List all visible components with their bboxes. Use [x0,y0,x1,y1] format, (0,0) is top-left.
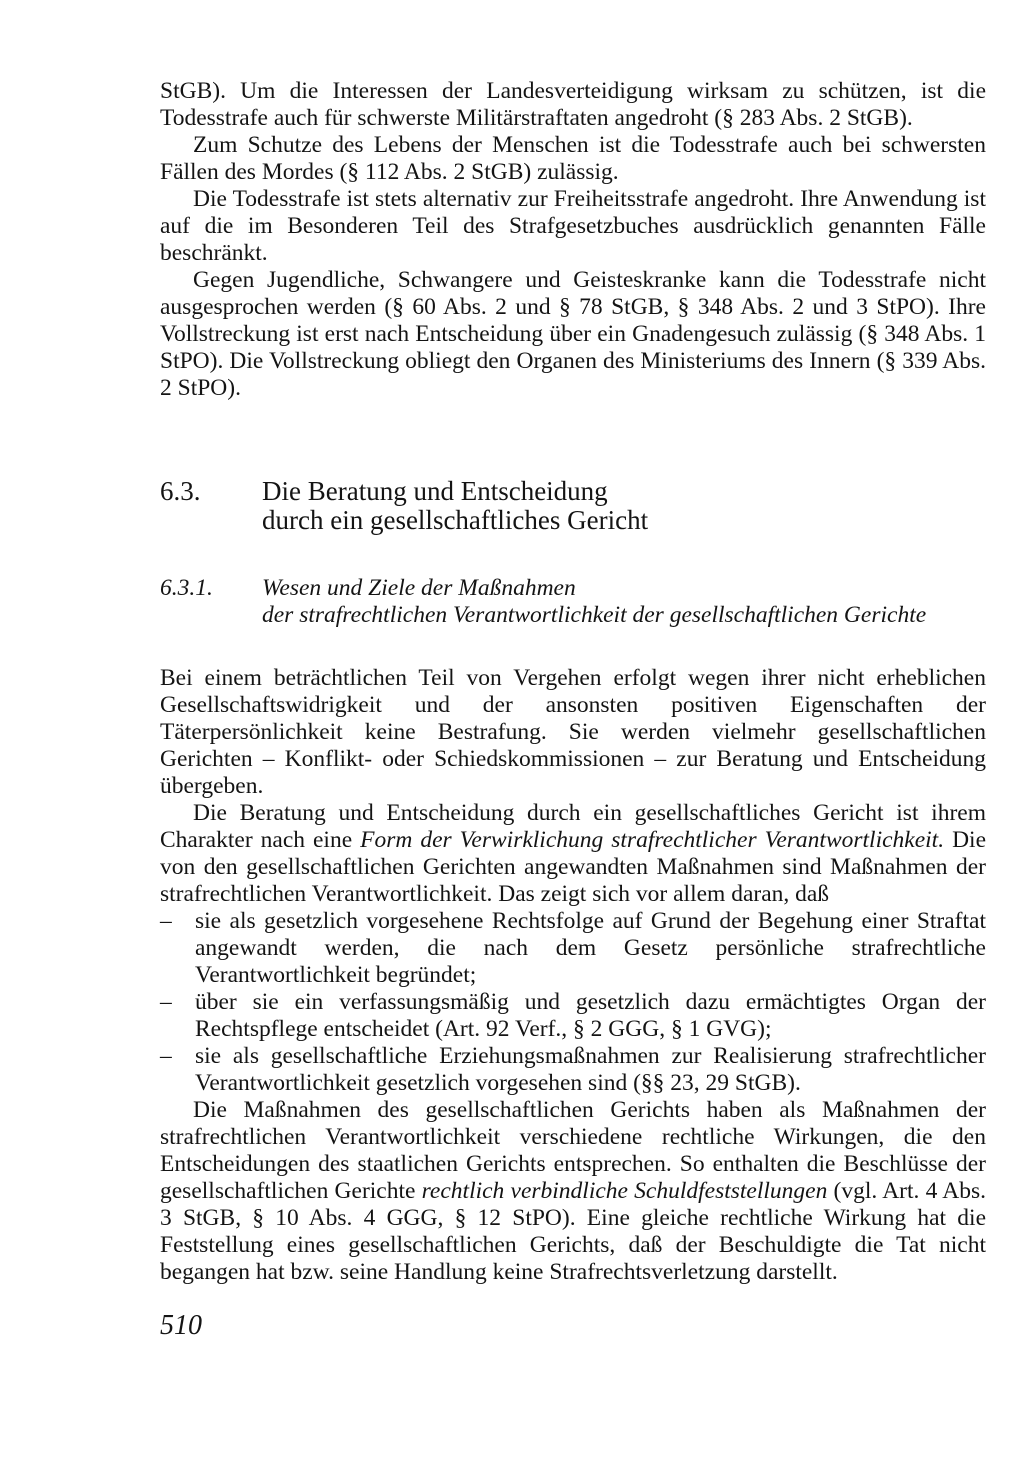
list-item [160,908,986,989]
subsection-heading [160,575,986,635]
paragraph-wirkungen [160,1097,986,1286]
subsection-title-line-1: Wesen und Ziele der Maßnahmen [262,575,576,601]
paragraph-vergehen: Bei einem beträchtlichen Teil von Vergehen erfolgt wegen ihrer nicht erheblichen Gesellschaftswidrigkeit und der ansonsten positiven Eigenschaften der Täterpersönlichkeit keine Bestrafung. Sie werden vielmehr gesellschaftlichen Gerichten – Konflikt- oder Schiedskommissionen – zur Beratung und Entscheidung übergeben. [160,665,986,799]
paragraph-charakter [160,800,986,908]
section-title-line-1: Die Beratung und Entscheidung [262,476,608,506]
paragraph-wirkungen-start: Die Maßnahmen des gesellschaftlichen Gerichts haben als Maßnahmen der strafrechtlichen Verantwortlichkeit verschiedene rechtliche Wirkungen, die den Entscheidungen des staatlichen Gerichts entsprechen. So enthalten die Beschlüsse der gesellschaftlichen Gerichte [160,1097,986,1204]
section-title-line-2: durch ein gesellschaftliches Gericht [262,505,649,535]
list-item-text: sie als gesellschaftliche Erziehungsmaßnahmen zur Realisierung strafrechtlicher Verantwortlichkeit gesetzlich vorgesehen sind (§§ 23, 29 StGB). [195,1043,986,1096]
paragraph-charakter-end: Die von den gesellschaftlichen Gerichten angewandten Maßnahmen sind Maßnahmen der strafrechtlichen Verantwortlichkeit. Das zeigt sich vor allem daran, daß [160,827,987,907]
section-number: 6.3. [160,476,201,506]
dash-mark: – [160,908,172,934]
paragraph-wirkungen-end: (vgl. Art. 4 Abs. 3 StGB, § 10 Abs. 4 GGG, § 12 StPO). Eine gleiche rechtliche Wirkung hat die Feststellung eines gesellschaftlichen Gerichts, daß der Beschuldigte die Tat nicht begangen hat bzw. seine Handlung keine Strafrechtsverletzung darstellt. [160,1178,986,1285]
list-item [160,1043,986,1097]
dash-mark: – [160,1043,172,1069]
paragraph-militaerstraftaten: StGB). Um die Interessen der Landesverteidigung wirksam zu schützen, ist die Todesstrafe auch für schwerste Militärstraftaten angedroht (§ 283 Abs. 2 StGB). [160,78,986,131]
paragraph-alternativ: Die Todesstrafe ist stets alternativ zur Freiheitsstrafe angedroht. Ihre Anwendung ist auf die im Besonderen Teil des Strafgesetzbuches ausdrücklich genannten Fälle beschränkt. [160,186,986,266]
subsection-title [262,575,992,629]
dash-list [160,908,986,1097]
paragraph-wirkungen-emphasis: rechtlich verbindliche Schuldfeststellungen [421,1178,828,1204]
list-item-text: über sie ein verfassungsmäßig und gesetzlich dazu ermächtigtes Organ der Rechtspflege entscheidet (Art. 92 Verf., § 2 GGG, § 1 GVG); [195,989,986,1042]
section-body [160,665,986,1286]
page-content [160,78,986,1286]
list-item-text: sie als gesetzlich vorgesehene Rechtsfolge auf Grund der Begehung einer Straftat angewandt werden, die nach dem Gesetz persönliche strafrechtliche Verantwortlichkeit begründet; [195,908,986,988]
paragraph-mord: Zum Schutze des Lebens der Menschen ist die Todesstrafe auch bei schwersten Fällen des Mordes (§ 112 Abs. 2 StGB) zulässig. [160,132,986,185]
section-heading [160,477,986,537]
paragraph-charakter-start: Die Beratung und Entscheidung durch ein gesellschaftliches Gericht ist ihrem Charakter nach eine [160,800,986,853]
paragraph-vollstreckung: Gegen Jugendliche, Schwangere und Geisteskranke kann die Todesstrafe nicht ausgesprochen werden (§ 60 Abs. 2 und § 78 StGB, § 348 Abs. 2 und 3 StPO). Ihre Vollstreckung ist erst nach Entscheidung über ein Gnadengesuch zulässig (§ 348 Abs. 1 StPO). Die Vollstreckung obliegt den Organen des Ministeriums des Innern (§ 339 Abs. 2 StPO). [160,267,986,401]
page-number: 510 [160,1310,202,1341]
paragraph-charakter-emphasis: Form der Verwirklichung strafrechtlicher Verantwortlichkeit. [360,827,945,853]
subsection-number: 6.3.1. [160,575,213,601]
dash-mark: – [160,989,172,1015]
subsection-title-line-2: der strafrechtlichen Verantwortlichkeit der gesellschaftlichen Gerichte [262,602,927,628]
list-item [160,989,986,1043]
section-title [262,477,962,535]
